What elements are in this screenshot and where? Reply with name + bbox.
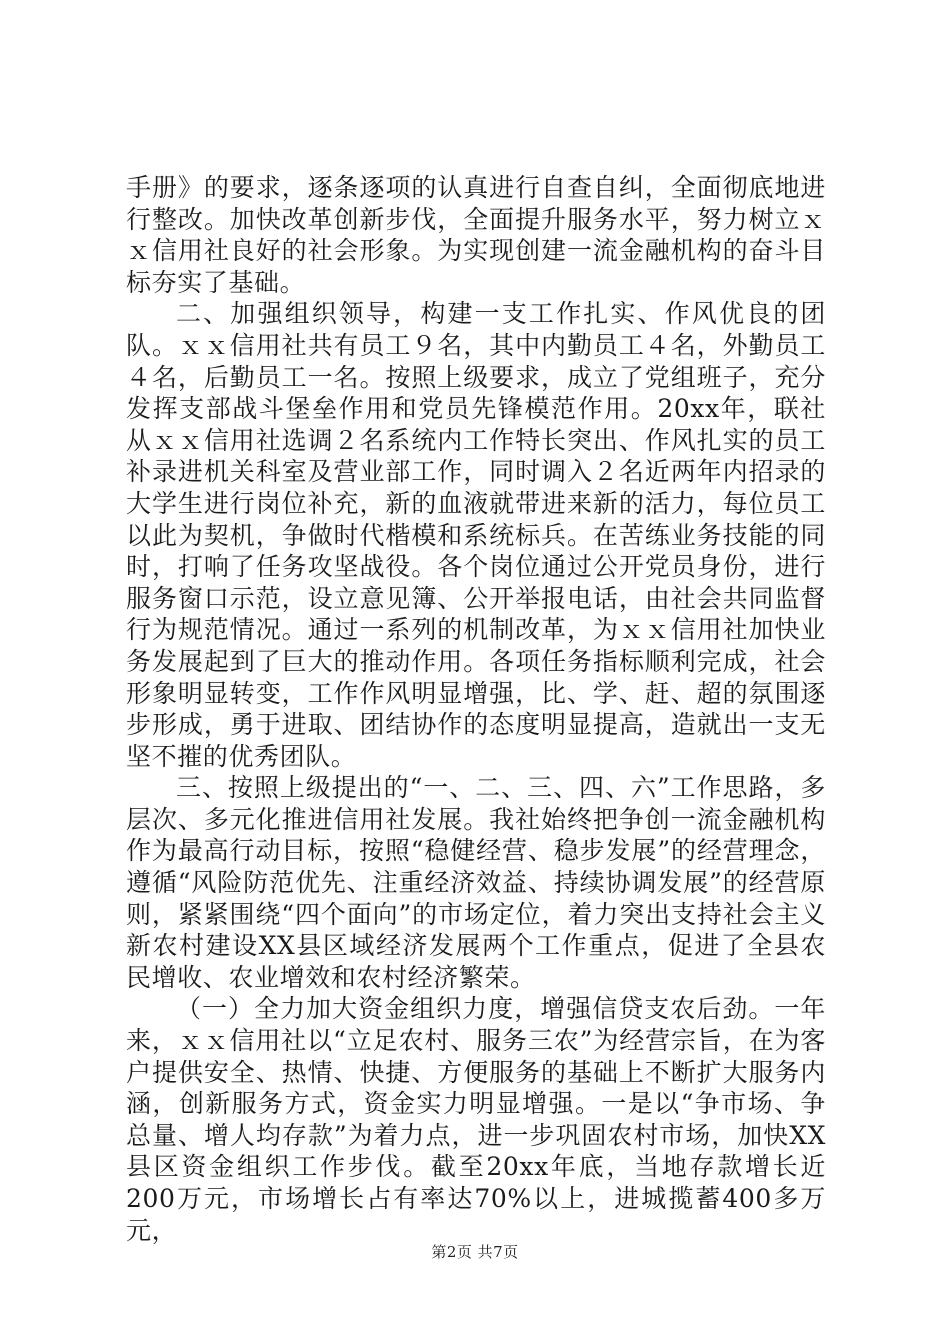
paragraph-continuation: 手册》的要求，逐条逐项的认真进行自查自纠，全面彻底地进行整改。加快改革创新步伐，全面提升服务水平，努力树立ｘｘ信用社良好的社会形象。为实现创建一流金融机构的奋斗目标夯实了基础。 [126, 173, 826, 297]
page-footer: 第2页 共7页 [431, 1243, 519, 1261]
paragraph-section-two: 二、加强组织领导，构建一支工作扎实、作风优良的团队。ｘｘ信用社共有员工９名，其中内勤员工４名，外勤员工４名，后勤员工一名。按照上级要求，成立了党组班子，充分发挥支部战斗堡垒作用和党员先锋模范作用。20xx年，联社从ｘｘ信用社选调２名系统内工作特长突出、作风扎实的员工补录进机关科室及营业部工作，同时调入２名近两年内招录的大学生进行岗位补充，新的血液就带进来新的活力，每位员工以此为契机，争做时代楷模和系统标兵。在苦练业务技能的同时，打响了任务攻坚战役。各个岗位通过公开党员身份，进行服务窗口示范，设立意见簿、公开举报电话，由社会共同监督行为规范情况。通过一系列的机制改革，为ｘｘ信用社加快业务发展起到了巨大的推动作用。各项任务指标顺利完成，社会形象明显转变，工作作风明显增强，比、学、赶、超的氛围逐步形成，勇于进取、团结协作的态度明显提高，造就出一支无坚不摧的优秀团队。 [126, 299, 826, 771]
document-body [126, 172, 826, 1246]
paragraph-section-three: 三、按照上级提出的“一、二、三、四、六”工作思路，多层次、多元化推进信用社发展。我社始终把争创一流金融机构作为最高行动目标，按照“稳健经营、稳步发展”的经营理念，遵循“风险防范优先、注重经济效益、持续协调发展”的经营原则，紧紧围绕“四个面向”的市场定位，着力突出支持社会主义新农村建设XX县区域经济发展两个工作重点，促进了全县农民增收、农业增效和农村经济繁荣。 [126, 773, 826, 992]
paragraph-subsection-one: （一）全力加大资金组织力度，增强信贷支农后劲。一年来，ｘｘ信用社以“立足农村、服务三农”为经营宗旨，在为客户提供安全、热情、快捷、方便服务的基础上不断扩大服务内涵，创新服务方式，资金实力明显增强。一是以“争市场、争总量、增人均存款”为着力点，进一步巩固农村市场，加快XX县区资金组织工作步伐。截至20xx年底，当地存款增长近200万元，市场增长占有率达70%以上，进城揽蓄400多万元， [126, 994, 826, 1245]
